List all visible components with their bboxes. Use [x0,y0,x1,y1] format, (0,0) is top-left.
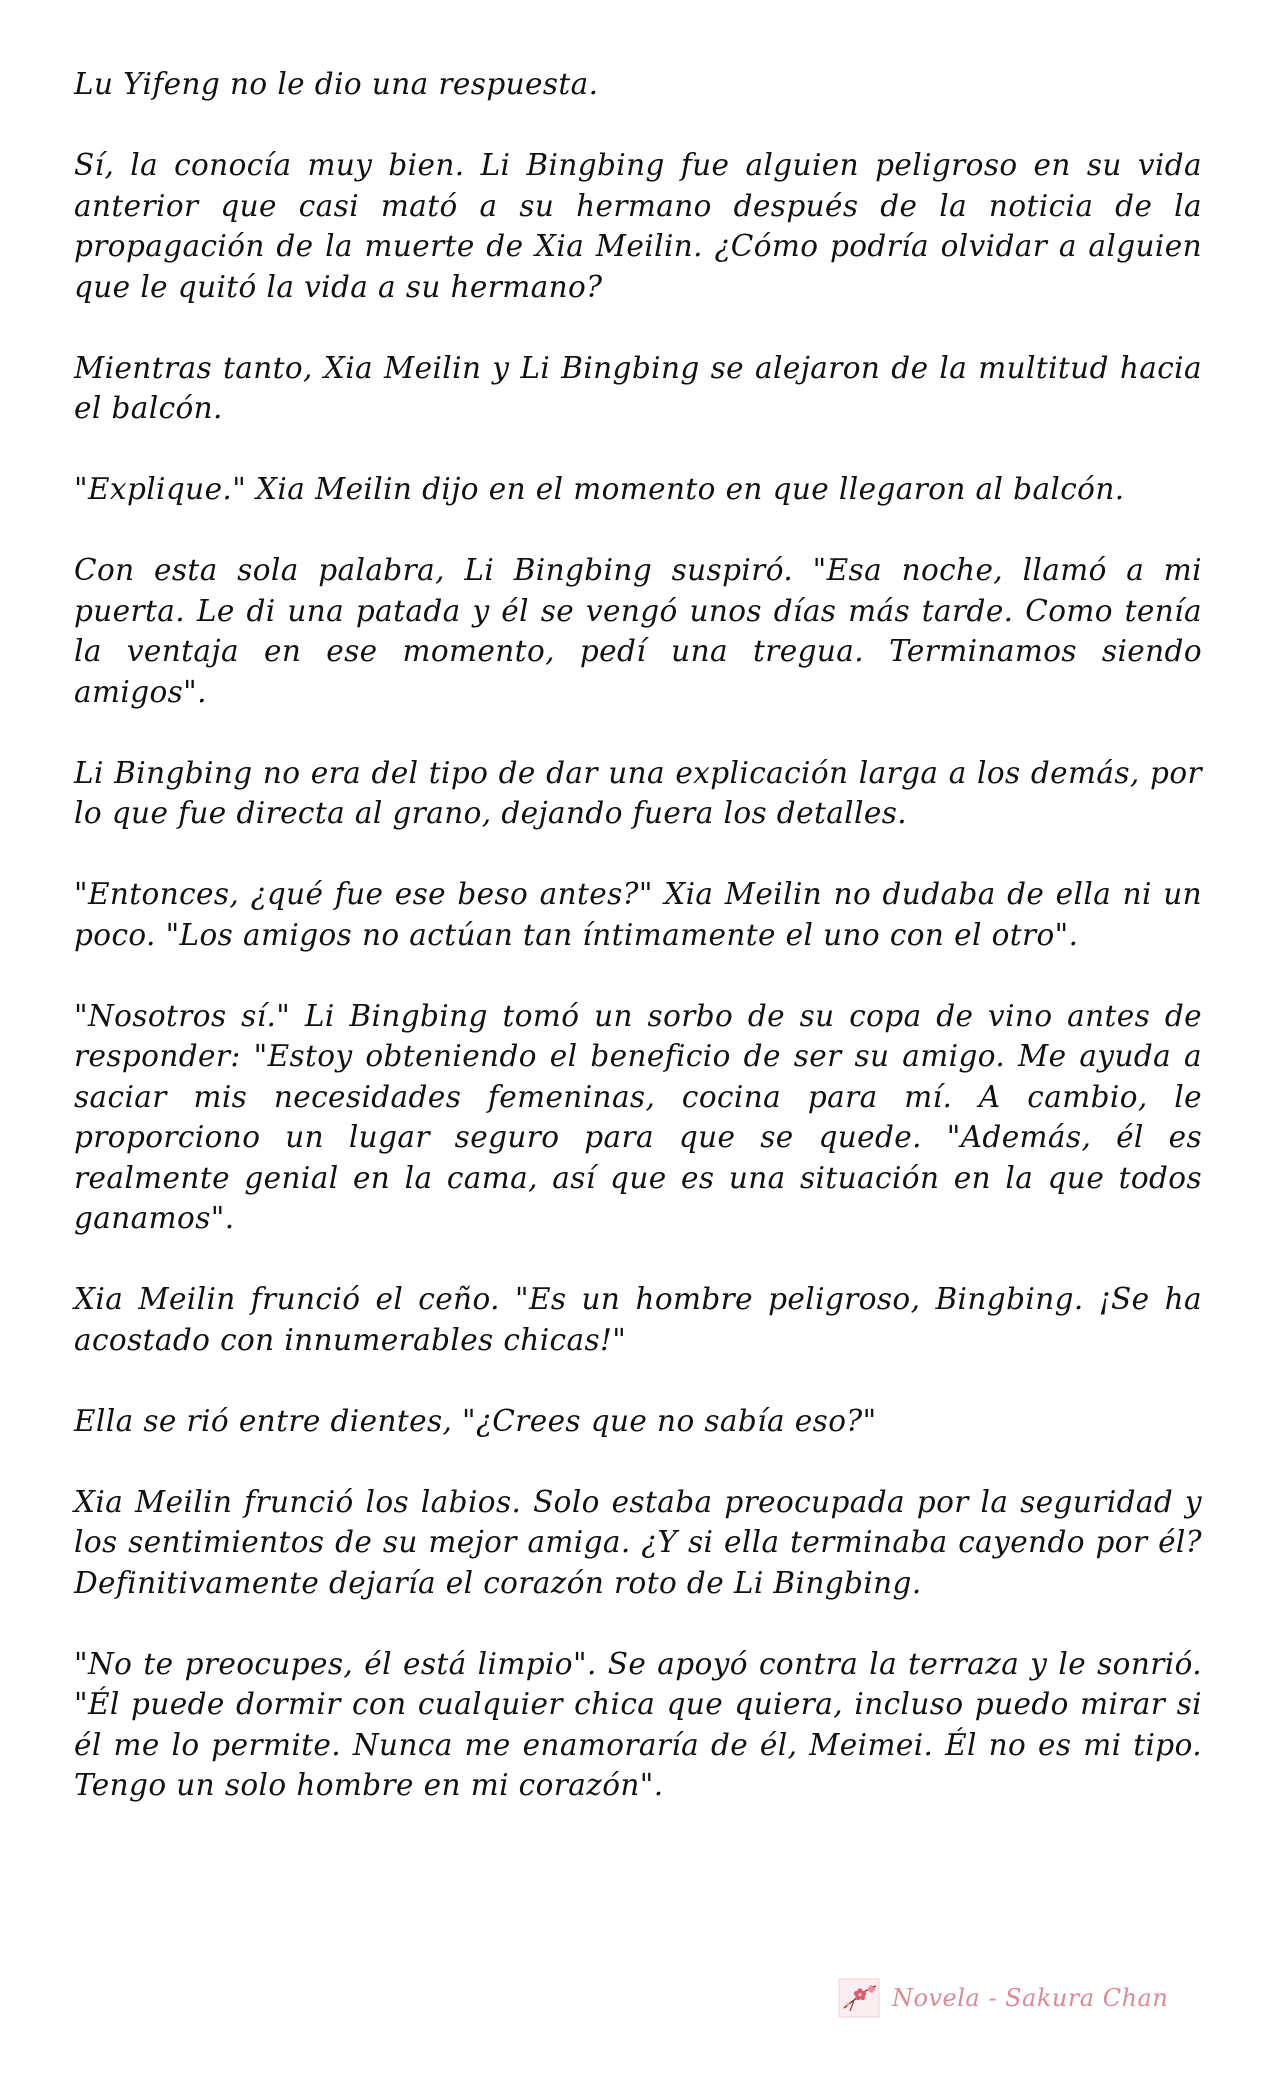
watermark [838,1978,1168,2018]
paragraph: Sí, la conocía muy bien. Li Bingbing fue alguien peligroso en su vida anterior que casi mató a su hermano después de la noticia de la propagación de la muerte de Xia Meilin. ¿Cómo podría olvidar a alguien que le quitó la vida a su hermano? [74,148,1202,304]
paragraph: "Entonces, ¿qué fue ese beso antes?" Xia Meilin no dudaba de ella ni un poco. "Los amigos no actúan tan íntimamente el uno con el otro". [74,877,1202,952]
paragraph: "Explique." Xia Meilin dijo en el momento en que llegaron al balcón. [74,472,1125,506]
paragraph: Ella se rió entre dientes, "¿Crees que no sabía eso?" [74,1403,877,1438]
paragraph: Con esta sola palabra, Li Bingbing suspiró. "Esa noche, llamó a mi puerta. Le di una patada y él se vengó unos días más tarde. Como tenía la ventaja en ese momento, pedí una tregua. Terminamos siendo amigos". [74,553,1202,709]
paragraph: "Nosotros sí." Li Bingbing tomó un sorbo de su copa de vino antes de responder: "Estoy obteniendo el beneficio de ser su amigo. Me ayuda a saciar mis necesidades femeninas, cocina para mí. A cambio, le proporciono un lugar seguro para que se quede. "Además, él es realmente genial en la cama, así que es una situación en la que todos ganamos". [74,998,1202,1235]
paragraph: Xia Meilin frunció el ceño. "Es un hombre peligroso, Bingbing. ¡Se ha acostado con innumerables chicas!" [74,1282,1202,1357]
paragraph: Li Bingbing no era del tipo de dar una explicación larga a los demás, por lo que fue directa al grano, dejando fuera los detalles. [74,755,1202,830]
paragraph: Xia Meilin frunció los labios. Solo estaba preocupada por la seguridad y los sentimientos de su mejor amiga. ¿Y si ella terminaba cayendo por él? Definitivamente dejaría el corazón roto de Li Bingbing. [74,1484,1202,1600]
paragraph: Lu Yifeng no le dio una respuesta. [74,67,599,101]
watermark-label: Novela - Sakura Chan [892,1984,1169,2012]
paragraph: Mientras tanto, Xia Meilin y Li Bingbing se alejaron de la multitud hacia el balcón. [74,350,1202,425]
chapter-text [74,64,1202,1846]
paragraph: "No te preocupes, él está limpio". Se apoyó contra la terraza y le sonrió. "Él puede dormir con cualquier chica que quiera, incluso puedo mirar si él me lo permite. Nunca me enamoraría de él, Meimei. Él no es mi tipo. Tengo un solo hombre en mi corazón". [74,1646,1202,1802]
sakura-blossom-icon [838,1978,880,2018]
